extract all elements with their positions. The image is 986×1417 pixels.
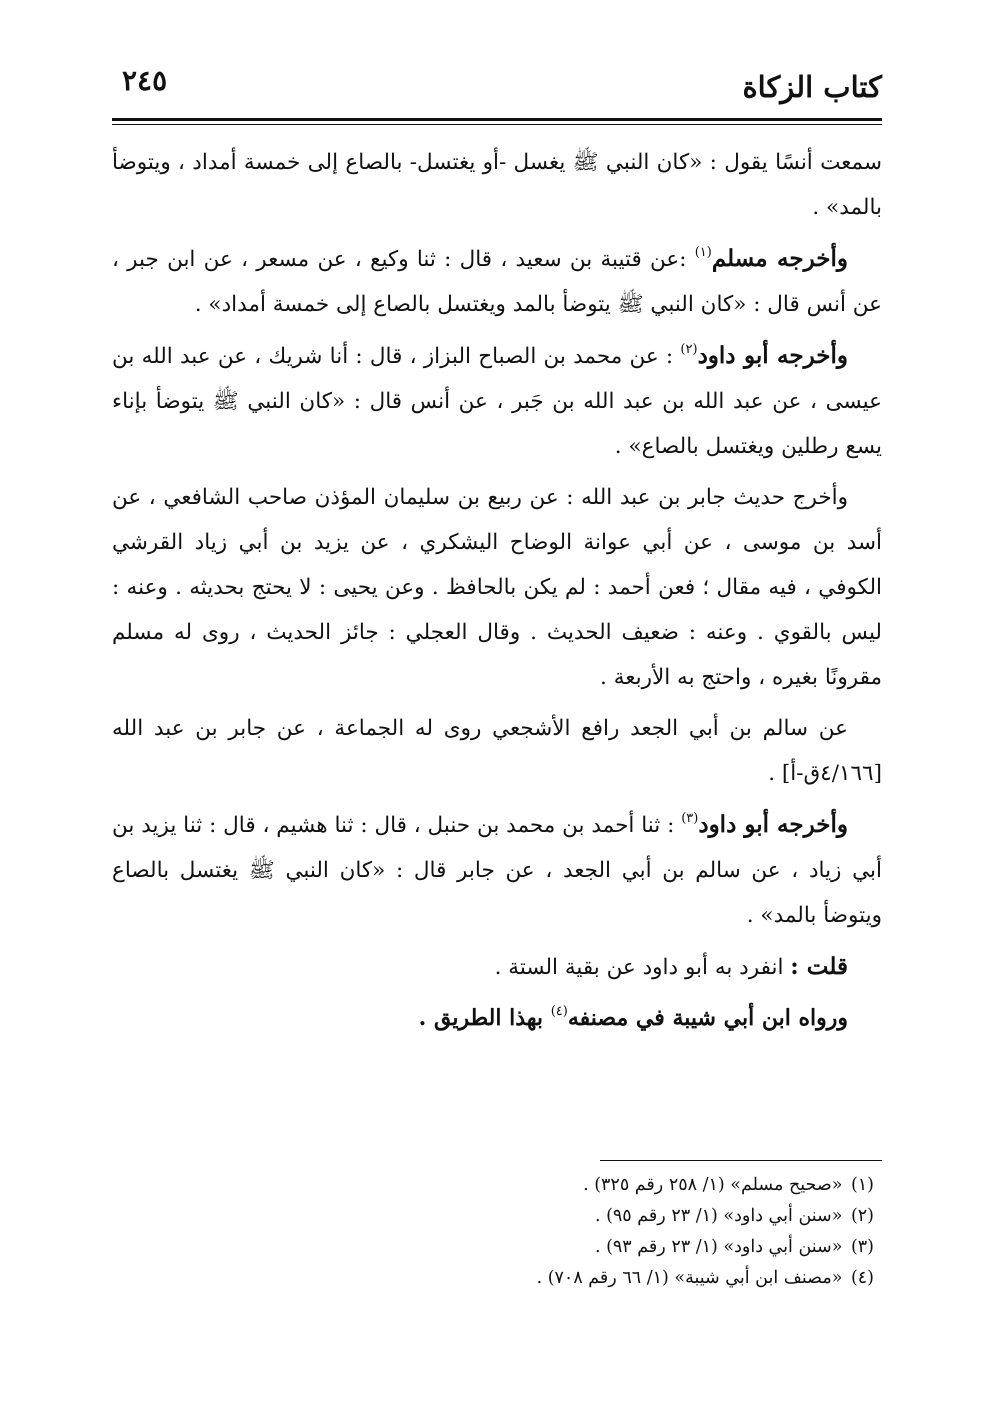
footnote-2-number: (٢) bbox=[850, 1206, 874, 1226]
paragraph-2 bbox=[112, 236, 882, 327]
paragraph-3 bbox=[112, 333, 882, 469]
footnote-3 bbox=[112, 1232, 882, 1263]
footnotes bbox=[112, 1170, 882, 1294]
paragraph-3-lead: وأخرجه أبو داود bbox=[697, 342, 848, 369]
paragraph-7 bbox=[112, 944, 882, 990]
footnote-2 bbox=[112, 1201, 882, 1232]
paragraph-4: وأخرج حديث جابر بن عبد الله : عن ربيع بن سليمان المؤذن صاحب الشافعي ، عن أسد بن موسى ، عن أبي عوانة الوضاح اليشكري ، عن يزيد بن أبي زياد القرشي الكوفي ، فيه مقال ؛ فعن أحمد : لم يكن بالحافظ . وعن يحيى : لا يحتج بحديثه . وعنه : ليس بالقوي . وعنه : ضعيف الحديث . وقال العجلي : جائز الحديث ، روى له مسلم مقرونًا بغيره ، واحتج به الأربعة . bbox=[112, 485, 882, 690]
paragraph-8-text-b: بهذا الطريق . bbox=[418, 1005, 551, 1031]
footnote-ref-3: (٣) bbox=[681, 811, 699, 826]
footnote-4 bbox=[112, 1263, 882, 1294]
footnote-3-text: «سنن أبي داود» (١/ ٢٣ رقم ٩٣) . bbox=[594, 1237, 843, 1257]
paragraph-7-text: انفرد به أبو داود عن بقية الستة . bbox=[494, 955, 791, 980]
footnote-2-text: «سنن أبي داود» (١/ ٢٣ رقم ٩٥) . bbox=[594, 1206, 843, 1226]
footnote-4-text: «مصنف ابن أبي شيبة» (١/ ٦٦ رقم ٧٠٨) . bbox=[536, 1268, 843, 1288]
chapter-title: كتاب الزكاة bbox=[742, 70, 882, 104]
footnote-1-number: (١) bbox=[850, 1175, 874, 1195]
paragraph-6-text: : ثنا أحمد بن محمد بن حنبل ، قال : ثنا هشيم ، قال : ثنا يزيد بن أبي زياد ، عن سالم بن أبي الجعد ، عن جابر قال : «كان النبي ﷺ يغتسل بالصاع ويتوضأ بالمد» . bbox=[112, 813, 882, 928]
main-text bbox=[112, 140, 882, 1047]
paragraph-3-text: : عن محمد بن الصباح البزاز ، قال : أنا شريك ، عن عبد الله بن عيسى ، عن عبد الله بن عبد الله بن جَبر ، عن أنس قال : «كان النبي ﷺ يتوضأ بإناء يسع رطلين ويغتسل بالصاع» . bbox=[112, 344, 882, 459]
footnote-rule bbox=[600, 1160, 882, 1161]
paragraph-7-lead: قلت : bbox=[790, 953, 848, 980]
header-rule bbox=[112, 118, 882, 121]
page-number: ٢٤٥ bbox=[122, 64, 168, 97]
paragraph-8-text-a: ورواه ابن أبي شيبة في مصنفه bbox=[567, 1005, 848, 1031]
running-head bbox=[112, 62, 882, 118]
footnote-ref-1: (١) bbox=[694, 245, 712, 260]
paragraph-6 bbox=[112, 802, 882, 938]
paragraph-2-lead: وأخرجه مسلم bbox=[711, 245, 848, 272]
header-rule-thin bbox=[112, 124, 882, 125]
footnote-ref-2: (٢) bbox=[680, 342, 698, 357]
footnote-ref-4: (٤) bbox=[550, 1004, 568, 1019]
paragraph-1: سمعت أنسًا يقول : «كان النبي ﷺ يغسل -أو يغتسل- بالصاع إلى خمسة أمداد ، ويتوضأ بالمد» . bbox=[112, 150, 882, 220]
footnote-1-text: «صحيح مسلم» (١/ ٢٥٨ رقم ٣٢٥) . bbox=[583, 1175, 843, 1195]
paragraph-5: عن سالم بن أبي الجعد رافع الأشجعي روى له الجماعة ، عن جابر بن عبد الله [٤/١٦٦ق-أ] . bbox=[112, 716, 882, 786]
footnote-3-number: (٣) bbox=[850, 1237, 874, 1257]
footnote-4-number: (٤) bbox=[850, 1268, 874, 1288]
paragraph-6-lead: وأخرجه أبو داود bbox=[698, 811, 849, 838]
footnote-1 bbox=[112, 1170, 882, 1201]
paragraph-8 bbox=[112, 996, 882, 1041]
paragraph-2-text: :عن قتيبة بن سعيد ، قال : ثنا وكيع ، عن مسعر ، عن ابن جبر ، عن أنس قال : «كان النبي ﷺ يتوضأ بالمد ويغتسل بالصاع إلى خمسة أمداد» . bbox=[112, 247, 882, 317]
